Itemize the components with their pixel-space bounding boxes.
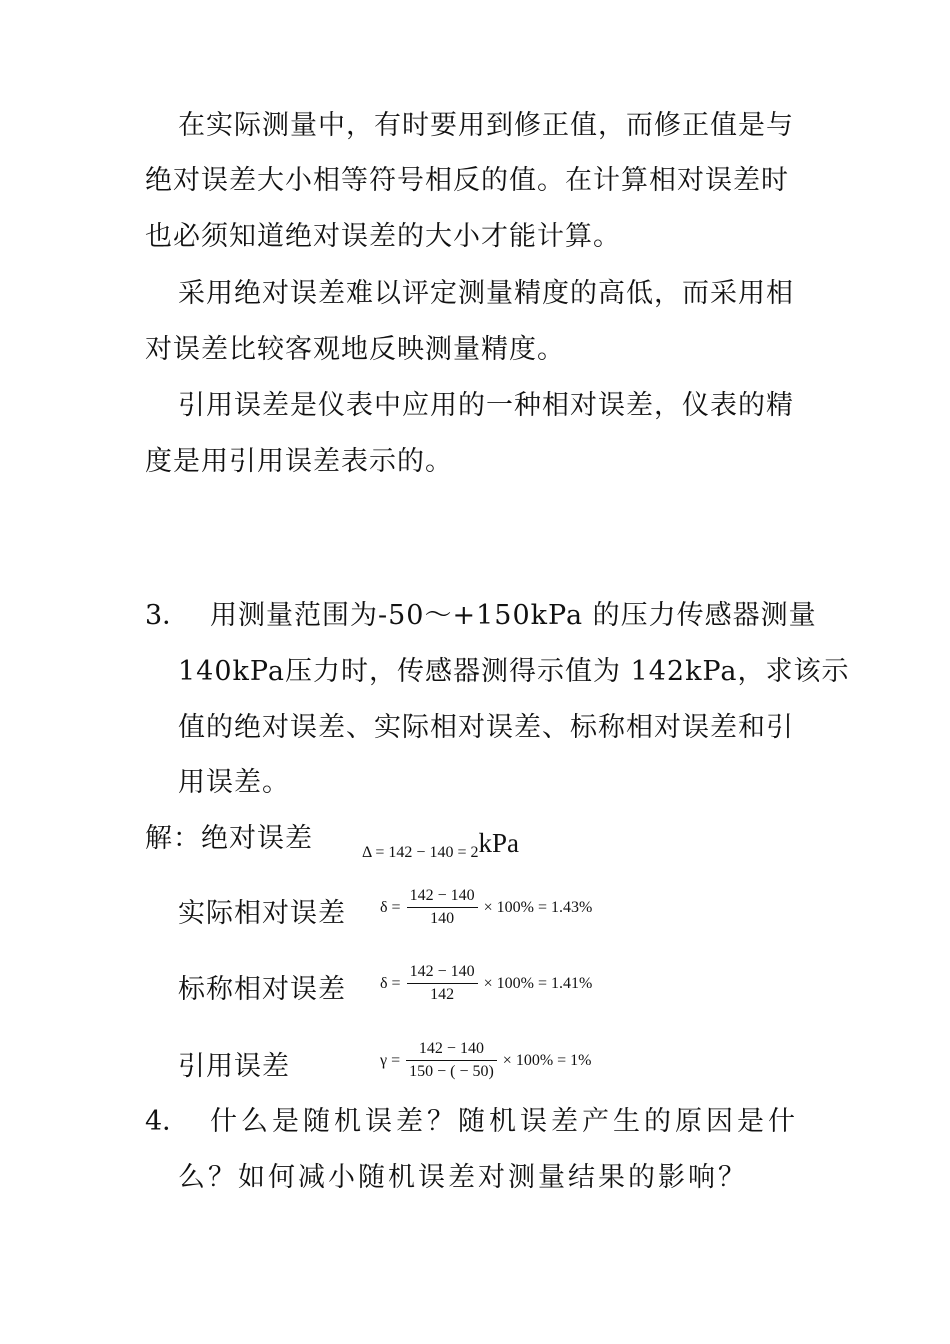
nominal-relative-numerator: 142 − 140 xyxy=(407,963,478,984)
question-3-number: 3． xyxy=(145,600,190,631)
fiducial-error-label: 引用误差 xyxy=(178,1051,290,1082)
paragraph-2-line-1: 采用绝对误差难以评定测量精度的高低，而采用相 xyxy=(178,278,794,309)
absolute-error-formula xyxy=(362,828,519,862)
actual-relative-denominator: 140 xyxy=(430,910,455,927)
question-3-line-4: 用误差。 xyxy=(178,767,290,798)
actual-relative-lhs: δ = xyxy=(380,898,401,916)
question-4-number: 4． xyxy=(145,1106,190,1137)
nominal-relative-error-formula xyxy=(380,963,592,1004)
paragraph-1-line-2: 绝对误差大小相等符号相反的值。在计算相对误差时 xyxy=(145,165,789,196)
fiducial-numerator: 142 − 140 xyxy=(406,1040,497,1061)
fiducial-lhs: γ = xyxy=(380,1051,401,1069)
question-4-line-1: 什么是随机误差？随机误差产生的原因是什 xyxy=(210,1106,799,1137)
question-3-line-3: 值的绝对误差、实际相对误差、标称相对误差和引 xyxy=(178,712,794,743)
actual-relative-rhs: × 100% = 1.43% xyxy=(483,898,593,916)
question-3-line-1: 用测量范围为-50～+150kPa 的压力传感器测量 xyxy=(210,600,817,631)
nominal-relative-rhs: × 100% = 1.41% xyxy=(483,974,593,992)
actual-relative-fraction xyxy=(407,887,478,928)
fiducial-fraction xyxy=(406,1040,497,1081)
paragraph-3-line-2: 度是用引用误差表示的。 xyxy=(145,446,453,477)
nominal-relative-lhs: δ = xyxy=(380,974,401,992)
actual-relative-error-formula xyxy=(380,887,592,928)
paragraph-1-line-1: 在实际测量中，有时要用到修正值，而修正值是与 xyxy=(178,110,794,141)
fiducial-error-formula xyxy=(380,1040,592,1081)
paragraph-1-line-3: 也必须知道绝对误差的大小才能计算。 xyxy=(145,221,621,252)
question-3-line-2: 140kPa压力时，传感器测得示值为 142kPa，求该示 xyxy=(178,656,850,687)
fiducial-denominator: 150 − ( − 50) xyxy=(409,1063,494,1080)
actual-relative-error-label: 实际相对误差 xyxy=(178,898,346,929)
question-4-line-2: 么？如何减小随机误差对测量结果的影响？ xyxy=(178,1162,748,1193)
actual-relative-numerator: 142 − 140 xyxy=(407,887,478,908)
solution-intro: 解：绝对误差 xyxy=(145,823,313,854)
fiducial-rhs: × 100% = 1% xyxy=(502,1051,592,1069)
nominal-relative-fraction xyxy=(407,963,478,1004)
paragraph-2-line-2: 对误差比较客观地反映测量精度。 xyxy=(145,334,565,365)
absolute-error-expression: Δ = 142 − 140 = 2 xyxy=(362,844,479,862)
absolute-error-unit: kPa xyxy=(478,828,519,858)
nominal-relative-denominator: 142 xyxy=(430,986,455,1003)
nominal-relative-error-label: 标称相对误差 xyxy=(178,974,346,1005)
paragraph-3-line-1: 引用误差是仪表中应用的一种相对误差，仪表的精 xyxy=(178,390,794,421)
